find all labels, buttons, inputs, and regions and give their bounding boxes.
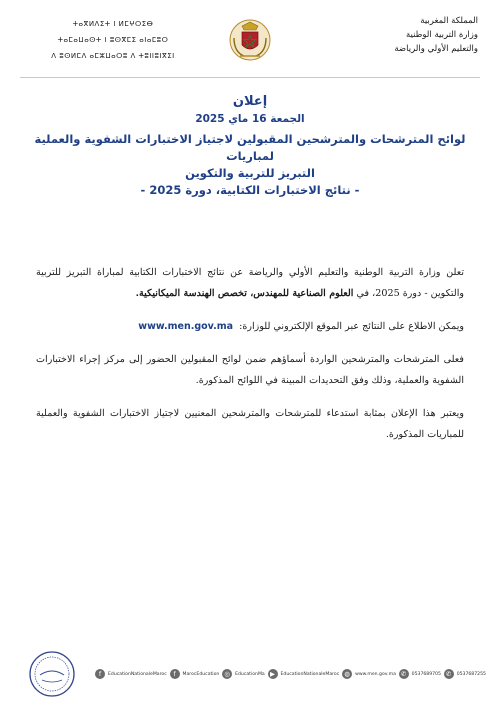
announcement-label: إعلان (232, 94, 268, 109)
paragraph-website (36, 316, 464, 337)
phone-icon: ✆ (399, 669, 409, 679)
footer-item[interactable] (268, 669, 340, 679)
coat-of-arms-emblem (228, 18, 272, 62)
header-arabic-line: والتعليم الأولي والرياضة (394, 44, 478, 54)
paragraph-results (36, 262, 464, 304)
header-arabic (328, 14, 478, 56)
header-arabic-line: المملكة المغربية (420, 16, 478, 26)
headline-line: التبريز للتربية والتكوين (185, 166, 315, 180)
footer-item-label: 0537689705 (411, 671, 441, 677)
youtube-icon: ▶ (268, 669, 278, 679)
globe-icon: ◍ (342, 669, 352, 679)
footer-item[interactable] (170, 669, 220, 679)
headline-line: - نتائج الاختبارات الكتابية، دورة 2025 - (140, 183, 360, 197)
paragraph-attendance: فعلى المترشحات والمترشحين الواردة أسماؤهم ضمن لوائح المقبولين الحضور إلى مركز إجراء الاختبارات الشفوية والعملية، وذلك وفق التحديدات المبينة في اللوائح المذكورة. (36, 354, 464, 386)
footer-item-label: EducationNationaleMaroc (108, 671, 167, 677)
footer-item[interactable] (222, 669, 265, 679)
footer-item[interactable] (342, 669, 396, 679)
header-amazigh-line: ⵜⴰⵎⴰⵡⴰⵙⵜ ⵏ ⵓⵙⴳⵎⵉ ⴰⵏⴰⵎⵓⵔ (57, 36, 169, 44)
header-amazigh-line: ⴷ ⵓⵙⵍⵎⴷ ⴰⵎⵣⵡⴰⵔⵓ ⴷ ⵜⵓⵏⵏⵓⵏⴳⵉⵏ (51, 52, 175, 60)
footer-item-label: EducationNationaleMaroc (280, 671, 340, 677)
phone-icon: ✆ (444, 669, 454, 679)
paragraph-results-text: تعلن وزارة التربية الوطنية والتعليم الأولي والرياضة عن نتائج الاختبارات الكتابية لمباراة التبريز للتربية والتكوين - دورة 2025، في (36, 267, 464, 299)
footer-item-label: 0537687255 (456, 671, 486, 677)
header-arabic-line: وزارة التربية الوطنية (405, 30, 478, 40)
footer-item[interactable] (399, 669, 441, 679)
announcement-body (36, 262, 464, 457)
footer-item-label: www.men.gov.ma (355, 671, 396, 677)
header-divider (20, 77, 480, 78)
official-stamp (28, 650, 76, 698)
footer-item[interactable] (95, 669, 167, 679)
ministry-website-link[interactable]: www.men.gov.ma (138, 321, 234, 332)
title-block (30, 93, 470, 199)
facebook-icon: f (95, 669, 105, 679)
paragraph-convocation: ويعتبر هذا الإعلان بمثابة استدعاء للمترشحات والمترشحين المعنيين لاجتياز الاختبارات الشفوية والعملية للمباريات المذكورة. (36, 408, 464, 440)
paragraph-results-specialty: العلوم الصناعية للمهندس، تخصص الهندسة الميكانيكية. (135, 288, 354, 299)
facebook-icon: f (170, 669, 180, 679)
announcement-date: الجمعة 16 ماي 2025 (195, 113, 305, 125)
footer-item-label: MarocEducation (182, 671, 220, 677)
header-amazigh (28, 16, 198, 64)
footer-item[interactable] (444, 669, 486, 679)
headline-line: لوائح المترشحات والمترشحين المقبولين لاجتياز الاختبارات الشفوية والعملية لمباريات (34, 132, 466, 163)
paragraph-website-text: ويمكن الاطلاع على النتائج عبر الموقع الإلكتروني للوزارة: (239, 321, 464, 332)
footer-item-label: EducationMa (235, 671, 265, 677)
contact-footer (95, 667, 486, 681)
header-amazigh-line: ⵜⴰⴳⵍⴷⵉⵜ ⵏ ⵍⵎⵖⵔⵉⴱ (72, 20, 154, 28)
instagram-icon: ◎ (222, 669, 232, 679)
